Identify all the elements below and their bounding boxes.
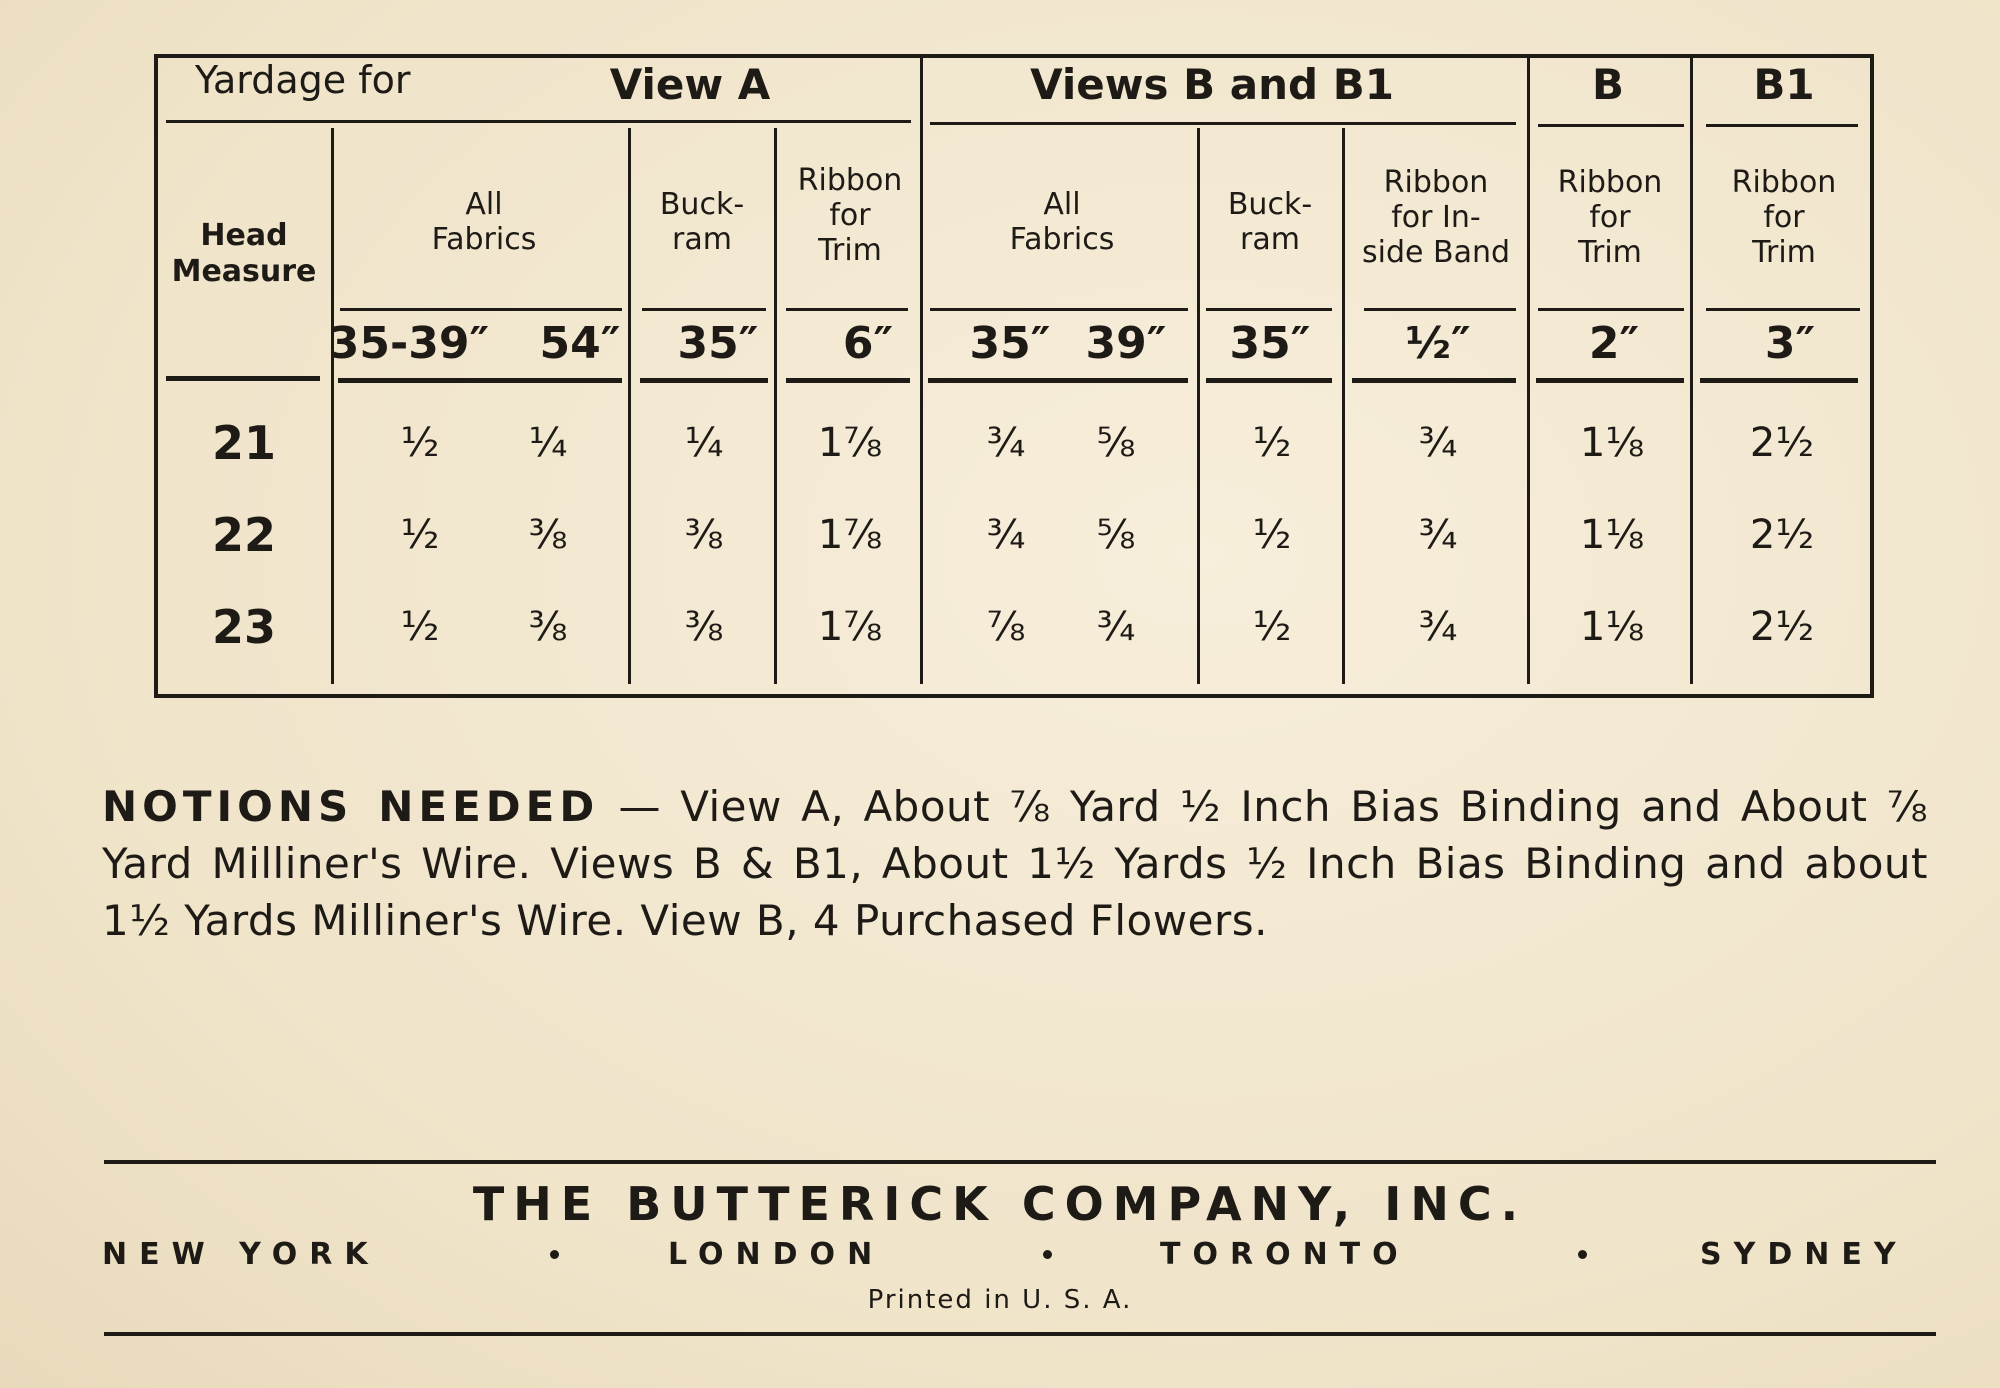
table-cell: ⅜: [684, 604, 724, 650]
company-name: THE BUTTERICK COMPANY, INC.: [472, 1177, 1528, 1231]
b-underline: [1538, 124, 1684, 127]
table-cell: 1⅛: [1579, 604, 1645, 650]
width-a-ribbon: 6″: [842, 318, 894, 369]
table-cell: ⅜: [528, 604, 568, 650]
b1-underline: [1706, 124, 1858, 127]
bb1-ribbon-label: Ribbon for In- side Band: [1361, 165, 1511, 270]
divider-b: [1527, 58, 1530, 684]
width-underline: [786, 378, 910, 383]
b-heading: B: [1591, 60, 1625, 109]
table-cell: ¾: [986, 420, 1026, 466]
table-cell: ¼: [684, 420, 724, 466]
table-cell: 1⅞: [817, 420, 883, 466]
printed-in-usa: Printed in U. S. A.: [867, 1285, 1133, 1315]
table-cell: ⅝: [1096, 420, 1136, 466]
width-underline: [166, 376, 320, 381]
width-underline: [338, 378, 622, 383]
table-cell: ⅜: [684, 512, 724, 558]
table-cell: ¼: [528, 420, 568, 466]
width-underline: [1536, 378, 1684, 383]
notions-needed: [102, 778, 1928, 949]
table-cell: ¾: [1418, 604, 1458, 650]
width-overline: [786, 308, 908, 311]
width-bb1-buckram: 35″: [1229, 318, 1311, 369]
table-cell: 2½: [1749, 512, 1815, 558]
divider-bb1-buckram: [1197, 128, 1200, 684]
head-size: 23: [211, 600, 277, 654]
table-cell: ½: [400, 512, 440, 558]
table-cell: 1⅛: [1579, 420, 1645, 466]
table-cell: ¾: [1418, 420, 1458, 466]
city-london: LONDON: [668, 1237, 885, 1272]
table-cell: ½: [400, 604, 440, 650]
a-buckram-label: Buck- ram: [659, 187, 745, 257]
table-cell: ½: [1252, 512, 1292, 558]
head-measure-label: Head Measure: [171, 218, 317, 289]
width-b1-ribbon: 3″: [1764, 318, 1816, 369]
notions-text: — View A, About ⅞ Yard ½ Inch Bias Binding and About ⅞ Yard Milliner's Wire. Views B & B1, About 1½ Yards ½ Inch Bias Binding and about 1½ Yards Milliner's Wire. View B, 4 Purchased Flowers.: [102, 782, 1928, 945]
width-bb1-ribbon: ½″: [1405, 318, 1471, 369]
city-toronto: TORONTO: [1160, 1237, 1410, 1272]
table-cell: ½: [400, 420, 440, 466]
view-a-underline: [166, 120, 911, 123]
table-cell: ⅞: [986, 604, 1026, 650]
separator-dot: [1578, 1250, 1587, 1259]
table-cell: 1⅞: [817, 512, 883, 558]
divider-a-buckram: [628, 128, 631, 684]
width-overline: [340, 308, 622, 311]
a-ribbon-label: Ribbon for Trim: [797, 163, 903, 268]
table-cell: ¾: [986, 512, 1026, 558]
width-overline: [1364, 308, 1516, 311]
width-underline: [928, 378, 1188, 383]
table-cell: 2½: [1749, 604, 1815, 650]
width-a-fabric-1: 35-39″: [328, 318, 490, 369]
footer-top-rule: [104, 1160, 1936, 1164]
yardage-table: [154, 54, 1874, 698]
separator-dot: [550, 1250, 559, 1259]
separator-dot: [1043, 1250, 1052, 1259]
b-ribbon-label: Ribbon for Trim: [1557, 165, 1663, 270]
bb1-buckram-label: Buck- ram: [1227, 187, 1313, 257]
width-overline: [642, 308, 766, 311]
width-a-buckram: 35″: [677, 318, 759, 369]
head-size: 22: [211, 508, 277, 562]
divider-b1: [1690, 58, 1693, 684]
width-underline: [1206, 378, 1332, 383]
width-underline: [640, 378, 768, 383]
table-cell: ½: [1252, 420, 1292, 466]
views-b-b1-heading: Views B and B1: [1030, 60, 1394, 109]
notions-heading: NOTIONS NEEDED: [102, 782, 600, 831]
width-bb1-fabric-2: 39″: [1085, 318, 1167, 369]
head-size: 21: [211, 416, 277, 470]
table-cell: 1⅞: [817, 604, 883, 650]
width-b-ribbon: 2″: [1588, 318, 1640, 369]
width-overline: [1206, 308, 1332, 311]
b1-ribbon-label: Ribbon for Trim: [1731, 165, 1837, 270]
b1-heading: B1: [1753, 60, 1815, 109]
divider-head: [331, 128, 334, 684]
width-a-fabric-2: 54″: [539, 318, 621, 369]
divider-a-ribbon: [774, 128, 777, 684]
views-b-underline: [930, 122, 1516, 125]
table-cell: ½: [1252, 604, 1292, 650]
yardage-for-label: Yardage for: [195, 58, 411, 102]
a-fabrics-label: All Fabrics: [431, 187, 537, 257]
footer-bottom-rule: [104, 1332, 1936, 1336]
width-underline: [1352, 378, 1516, 383]
bb1-fabrics-label: All Fabrics: [1009, 187, 1115, 257]
table-cell: ¾: [1096, 604, 1136, 650]
table-cell: ⅝: [1096, 512, 1136, 558]
table-cell: 2½: [1749, 420, 1815, 466]
table-cell: ⅜: [528, 512, 568, 558]
divider-view-a: [920, 58, 923, 684]
city-new-york: NEW YORK: [102, 1237, 380, 1272]
city-sydney: SYDNEY: [1700, 1237, 1908, 1272]
width-overline: [1538, 308, 1684, 311]
table-cell: ¾: [1418, 512, 1458, 558]
view-a-heading: View A: [609, 60, 771, 109]
width-overline: [930, 308, 1188, 311]
width-underline: [1700, 378, 1858, 383]
table-cell: 1⅛: [1579, 512, 1645, 558]
width-overline: [1706, 308, 1860, 311]
divider-bb1-ribbon: [1342, 128, 1345, 684]
width-bb1-fabric-1: 35″: [969, 318, 1051, 369]
